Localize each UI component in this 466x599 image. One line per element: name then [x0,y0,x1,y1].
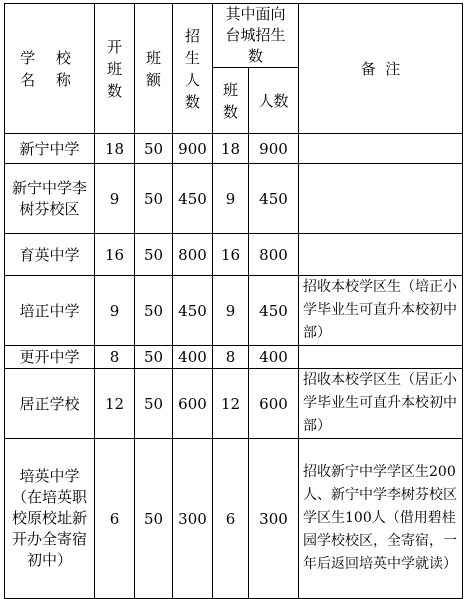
classes-cell: 9 [95,164,135,234]
taicheng-classes-cell: 18 [213,134,249,164]
header-taicheng-classes: 班 数 [213,68,249,134]
taicheng-students-cell: 900 [249,134,299,164]
remark-cell [299,134,463,164]
header-taicheng-students: 人数 [249,68,299,134]
table-row [5,346,463,369]
enrollment-cell: 450 [173,164,213,234]
school-name-cell: 培正中学 [5,276,95,346]
enrollment-cell: 300 [173,439,213,599]
class-size-cell: 50 [135,276,173,346]
class-size-cell: 50 [135,134,173,164]
taicheng-classes-cell: 8 [213,346,249,369]
taicheng-classes-cell: 12 [213,369,249,439]
school-name-cell: 育英中学 [5,234,95,276]
remark-cell [299,234,463,276]
taicheng-classes-cell: 6 [213,439,249,599]
classes-cell: 18 [95,134,135,164]
table-row [5,369,463,439]
taicheng-students-cell: 400 [249,346,299,369]
class-size-cell: 50 [135,164,173,234]
remark-cell: 招收本校学区生（居正小学毕业生可直升本校初中部） [299,369,463,439]
school-name-cell: 更开中学 [5,346,95,369]
header-class-size: 班 额 [135,4,173,134]
taicheng-classes-cell: 16 [213,234,249,276]
taicheng-students-cell: 450 [249,276,299,346]
taicheng-students-cell: 800 [249,234,299,276]
class-size-cell: 50 [135,234,173,276]
school-name-cell: 培英中学（在培英职校原校址新开办全寄宿初中） [5,439,95,599]
classes-cell: 8 [95,346,135,369]
classes-cell: 12 [95,369,135,439]
remark-cell: 招收新宁中学学区生200人、新宁中学李树芬校区学区生100人（借用碧桂园学校校区，全寄宿，一年后返回培英中学就读） [299,439,463,599]
taicheng-students-cell: 300 [249,439,299,599]
header-classes: 开 班 数 [95,4,135,134]
school-name-cell: 居正学校 [5,369,95,439]
class-size-cell: 50 [135,439,173,599]
header-row-1 [5,4,463,68]
class-size-cell: 50 [135,346,173,369]
taicheng-students-cell: 600 [249,369,299,439]
enrollment-cell: 800 [173,234,213,276]
taicheng-classes-cell: 9 [213,276,249,346]
enrollment-cell: 600 [173,369,213,439]
header-taicheng-group: 其中面向 台城招生 数 [213,4,299,68]
header-enrollment: 招 生 人 数 [173,4,213,134]
classes-cell: 9 [95,276,135,346]
remark-cell [299,346,463,369]
taicheng-students-cell: 450 [249,164,299,234]
school-name-cell: 新宁中学 [5,134,95,164]
classes-cell: 16 [95,234,135,276]
enrollment-cell: 450 [173,276,213,346]
classes-cell: 6 [95,439,135,599]
table-row [5,439,463,599]
enrollment-cell: 900 [173,134,213,164]
enrollment-table [4,3,463,599]
enrollment-cell: 400 [173,346,213,369]
school-name-cell: 新宁中学李树芬校区 [5,164,95,234]
taicheng-classes-cell: 9 [213,164,249,234]
table-row [5,134,463,164]
header-remarks: 备 注 [299,4,463,134]
table-row [5,234,463,276]
table-row [5,276,463,346]
table-row [5,164,463,234]
header-school-name: 学 校 名 称 [5,4,95,134]
remark-cell [299,164,463,234]
class-size-cell: 50 [135,369,173,439]
remark-cell: 招收本校学区生（培正小学毕业生可直升本校初中部） [299,276,463,346]
